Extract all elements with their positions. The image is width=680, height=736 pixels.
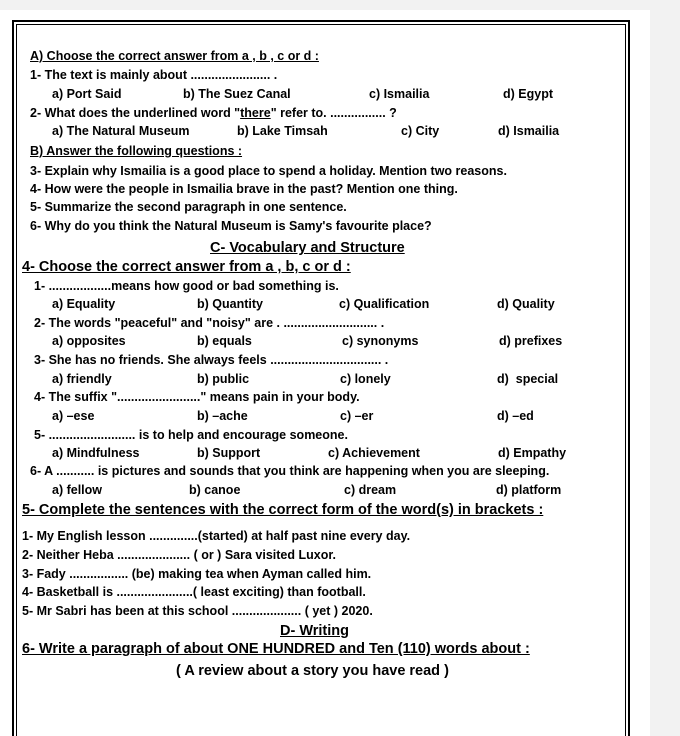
section-c-heading: 4- Choose the correct answer from a , b, c or d : (22, 259, 351, 275)
vocab-3-option-d: d) special (497, 372, 559, 386)
q2-option-c: c) City (401, 124, 440, 138)
vocab-3-stem: 3- She has no friends. She always feels ................................ . (34, 353, 389, 367)
question-6: 6- Why do you think the Natural Museum is Samy's favourite place? (30, 219, 432, 233)
q2-stem-post: " refer to. ................ ? (270, 106, 397, 120)
question-1-stem: 1- The text is mainly about ....................... . (30, 68, 278, 82)
vocab-3-option-b: b) public (197, 372, 250, 386)
vocab-1-stem: 1- ..................means how good or bad something is. (34, 279, 339, 293)
vocab-2-option-d: d) prefixes (499, 334, 563, 348)
vocab-2-stem: 2- The words "peaceful" and "noisy" are . ........................... . (34, 316, 385, 330)
writing-topic: ( A review about a story you have read ) (176, 663, 449, 679)
vocab-1-option-c: c) Qualification (339, 297, 430, 311)
vocab-4-option-c: c) –er (340, 409, 374, 423)
vocab-4-option-d: d) –ed (497, 409, 534, 423)
question-4: 4- How were the people in Ismailia brave in the past? Mention one thing. (30, 182, 458, 196)
complete-sentence-5: 5- Mr Sabri has been at this school .................... ( yet ) 2020. (22, 604, 373, 618)
vocab-5-option-a: a) Mindfulness (52, 446, 140, 460)
q2-option-a: a) The Natural Museum (52, 124, 190, 138)
vocab-5-option-c: c) Achievement (328, 446, 420, 460)
vocab-4-option-b: b) –ache (197, 409, 248, 423)
section-c-title: C- Vocabulary and Structure (210, 240, 405, 256)
vocab-6-option-d: d) platform (496, 483, 562, 497)
complete-sentence-2: 2- Neither Heba ..................... ( or ) Sara visited Luxor. (22, 548, 336, 562)
q2-underlined-word: there (240, 106, 271, 120)
q2-option-d: d) Ismailia (498, 124, 560, 138)
vocab-2-option-a: a) opposites (52, 334, 126, 348)
section-b-heading: B) Answer the following questions : (30, 144, 243, 158)
complete-sentence-4: 4- Basketball is ......................( least exciting) than football. (22, 585, 366, 599)
vocab-6-stem: 6- A ........... is pictures and sounds that you think are happening when you are sleeping. (30, 464, 550, 478)
q2-option-b: b) Lake Timsah (237, 124, 328, 138)
vocab-1-option-a: a) Equality (52, 297, 116, 311)
section-5-heading: 5- Complete the sentences with the correct form of the word(s) in brackets : (22, 502, 544, 518)
vocab-6-option-c: c) dream (344, 483, 397, 497)
vocab-5-stem: 5- ......................... is to help and encourage someone. (34, 428, 348, 442)
section-d-title: D- Writing (280, 623, 349, 639)
section-a-heading: A) Choose the correct answer from a , b , c or d : (30, 49, 319, 63)
q1-option-b: b) The Suez Canal (183, 87, 291, 101)
vocab-2-option-b: b) equals (197, 334, 252, 348)
vocab-3-option-c: c) lonely (340, 372, 391, 386)
vocab-4-option-a: a) –ese (52, 409, 95, 423)
q1-option-a: a) Port Said (52, 87, 122, 101)
vocab-1-option-d: d) Quality (497, 297, 555, 311)
vocab-4-stem: 4- The suffix "........................" means pain in your body. (34, 390, 360, 404)
vocab-6-option-b: b) canoe (189, 483, 241, 497)
vocab-1-option-b: b) Quantity (197, 297, 263, 311)
question-2-stem (30, 105, 397, 121)
vocab-5-option-b: b) Support (197, 446, 261, 460)
q2-stem-pre: 2- What does the underlined word " (30, 106, 241, 120)
q1-option-d: d) Egypt (503, 87, 553, 101)
q1-option-c: c) Ismailia (369, 87, 430, 101)
vocab-6-option-a: a) fellow (52, 483, 103, 497)
vocab-2-option-c: c) synonyms (342, 334, 419, 348)
question-3: 3- Explain why Ismailia is a good place to spend a holiday. Mention two reasons. (30, 164, 507, 178)
vocab-5-option-d: d) Empathy (498, 446, 567, 460)
writing-task-heading: 6- Write a paragraph of about ONE HUNDRED and Ten (110) words about : (22, 641, 530, 657)
vocab-3-option-a: a) friendly (52, 372, 112, 386)
question-5: 5- Summarize the second paragraph in one sentence. (30, 200, 347, 214)
complete-sentence-1: 1- My English lesson ..............(started) at half past nine every day. (22, 529, 411, 543)
complete-sentence-3: 3- Fady ................. (be) making tea when Ayman called him. (22, 567, 372, 581)
